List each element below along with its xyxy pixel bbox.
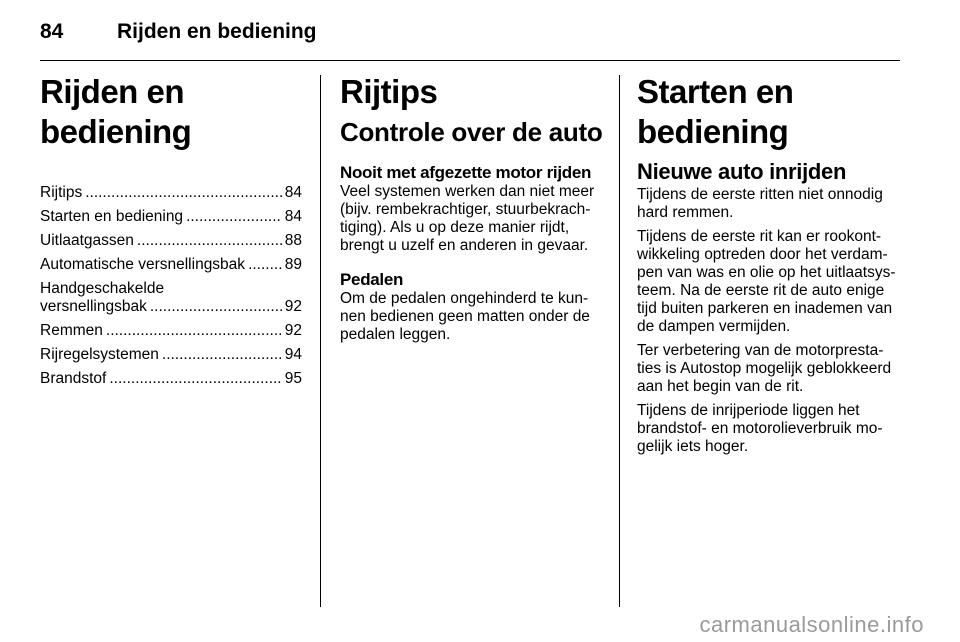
toc-page: 88 bbox=[284, 232, 302, 249]
toc-item-brandstof[interactable] bbox=[40, 370, 302, 388]
toc-label: Remmen bbox=[40, 322, 103, 339]
watermark: carmanualsonline.info bbox=[699, 612, 924, 637]
toc-leader bbox=[248, 256, 282, 274]
column-divider-right bbox=[619, 75, 620, 607]
table-of-contents bbox=[40, 184, 302, 388]
toc-leader bbox=[186, 208, 282, 226]
toc-label: Rijtips bbox=[40, 184, 83, 201]
page-number: 84 bbox=[40, 20, 64, 43]
toc-leader bbox=[85, 184, 282, 202]
toc-page: 94 bbox=[284, 346, 302, 363]
toc-page: 84 bbox=[284, 184, 302, 201]
toc-item-uitlaatgassen[interactable] bbox=[40, 232, 302, 250]
topic-paragraph: Veel systemen werken dan niet meer (bijv. rembekrachtiger, stuurbekrach-tiging). Als u op deze manier rijdt, brengt u uzelf en anderen in gevaar. bbox=[340, 183, 595, 254]
toc-item-automatische-versnellingsbak[interactable] bbox=[40, 256, 302, 274]
toc-leader bbox=[106, 322, 282, 340]
toc-page: 92 bbox=[284, 322, 302, 339]
topic-paragraph: Om de pedalen ongehinderd te kun-nen bedienen geen matten onder de pedalen leggen. bbox=[340, 290, 590, 343]
toc-item-starten[interactable] bbox=[40, 208, 302, 226]
toc-column bbox=[40, 72, 302, 394]
header-rule bbox=[40, 60, 900, 61]
starten-column bbox=[637, 72, 902, 462]
toc-page: 89 bbox=[284, 256, 302, 273]
column-divider-left bbox=[320, 75, 321, 607]
rijtips-column bbox=[340, 72, 604, 350]
paragraph: Tijdens de eerste ritten niet onnodig hard remmen. bbox=[637, 186, 883, 221]
toc-label: Automatische versnellingsbak bbox=[40, 256, 246, 273]
topic-heading: Pedalen bbox=[340, 270, 404, 289]
paragraph: Ter verbetering van de motorpresta-ties is Autostop mogelijk geblokkeerd aan het begin van de rit. bbox=[637, 342, 892, 395]
toc-label: Uitlaatgassen bbox=[40, 232, 134, 249]
toc-item-rijtips[interactable] bbox=[40, 184, 302, 202]
section-title: Starten en bediening bbox=[637, 73, 794, 150]
section-title: Rijtips bbox=[340, 73, 438, 110]
subsection-title: Controle over de auto bbox=[340, 117, 603, 147]
toc-label: Starten en bediening bbox=[40, 208, 184, 225]
paragraph: Tijdens de inrijperiode liggen het brandstof- en motorolieverbruik mo-gelijk iets hoger. bbox=[637, 402, 883, 455]
toc-page: 84 bbox=[284, 208, 302, 225]
toc-item-remmen[interactable] bbox=[40, 322, 302, 340]
toc-label-line1: Handgeschakelde bbox=[40, 280, 165, 297]
toc-label: Rijregelsystemen bbox=[40, 346, 159, 363]
page-header bbox=[40, 20, 900, 48]
toc-label: versnellingsbak bbox=[40, 298, 147, 315]
toc-label: Brandstof bbox=[40, 370, 107, 387]
toc-leader bbox=[162, 346, 282, 364]
toc-page: 95 bbox=[284, 370, 302, 387]
toc-leader bbox=[109, 370, 281, 388]
toc-item-rijregelsystemen[interactable] bbox=[40, 346, 302, 364]
paragraph: Tijdens de eerste rit kan er rookont-wikkeling optreden door het verdam-pen van was en olie op het uitlaatsys-teem. Na de eerste rit de auto enige tijd buiten parkeren en inademen van de dampen vermijden. bbox=[637, 228, 896, 335]
subsection-title: Nieuwe auto inrijden bbox=[637, 159, 847, 184]
toc-leader bbox=[137, 232, 282, 250]
toc-leader bbox=[150, 298, 282, 316]
topic-heading: Nooit met afgezette motor rijden bbox=[340, 163, 592, 182]
running-title: Rijden en bediening bbox=[117, 20, 317, 43]
toc-page: 92 bbox=[284, 298, 302, 315]
toc-item-handgeschakelde-versnellingsbak[interactable] bbox=[40, 280, 302, 316]
chapter-title: Rijden en bediening bbox=[40, 73, 192, 150]
